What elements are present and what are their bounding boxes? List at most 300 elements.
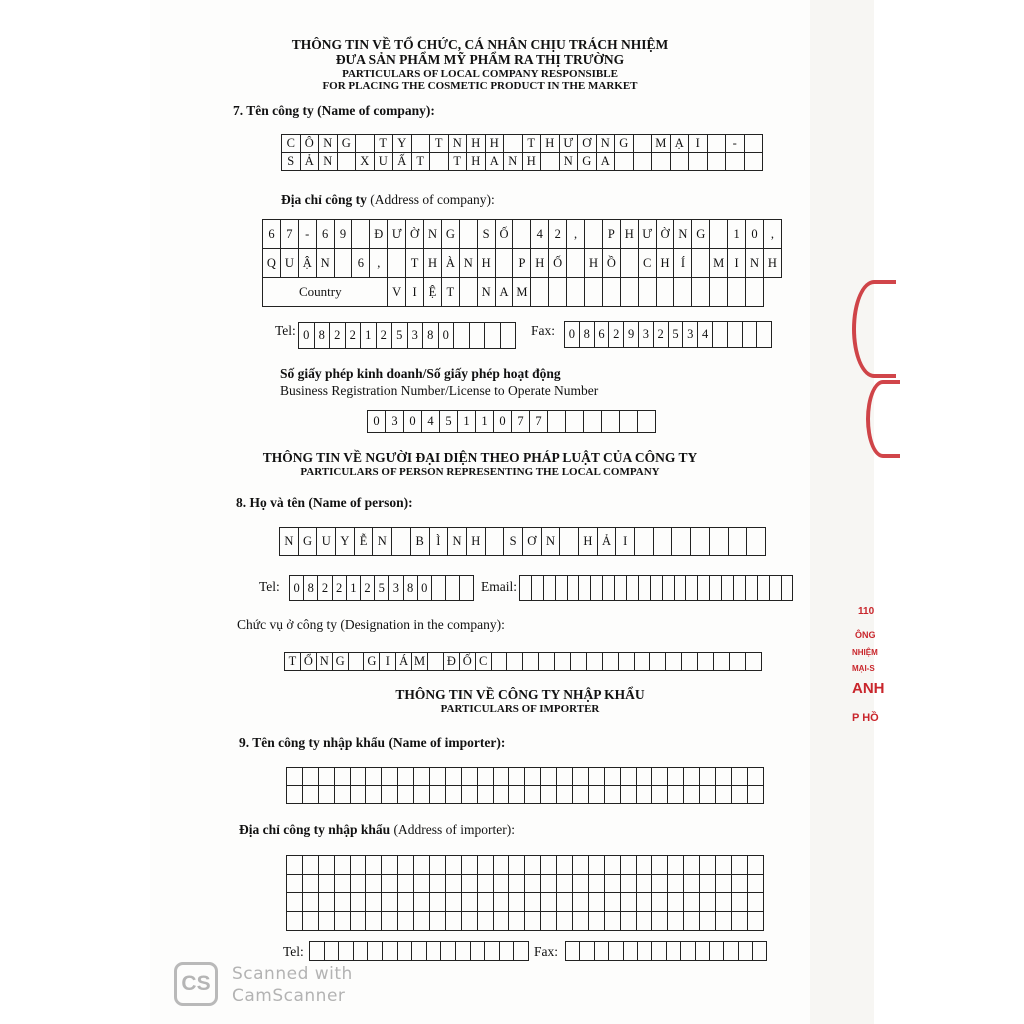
grid-cell[interactable]: T xyxy=(442,278,460,307)
grid-cell[interactable] xyxy=(398,768,414,786)
grid-cell[interactable]: 0 xyxy=(746,220,764,249)
grid-cell[interactable] xyxy=(430,786,446,804)
grid-cell[interactable]: A xyxy=(486,153,505,171)
grid-cell[interactable] xyxy=(589,768,605,786)
grid-cell[interactable] xyxy=(446,786,462,804)
grid-cell[interactable] xyxy=(654,528,673,556)
grid-cell[interactable]: 5 xyxy=(375,576,389,601)
grid-cell[interactable] xyxy=(303,786,319,804)
grid-cell[interactable] xyxy=(388,249,406,278)
grid-cell[interactable] xyxy=(287,893,303,912)
grid-cell[interactable] xyxy=(758,576,770,601)
grid-cell[interactable] xyxy=(398,912,414,931)
grid-cell[interactable]: S xyxy=(282,153,301,171)
grid-cell[interactable]: 3 xyxy=(408,323,424,349)
grid-cell[interactable] xyxy=(509,768,525,786)
grid-cell[interactable] xyxy=(689,153,708,171)
grid-cell[interactable]: Ư xyxy=(388,220,406,249)
grid-cell[interactable] xyxy=(430,893,446,912)
grid-cell[interactable] xyxy=(303,856,319,875)
grid-cell[interactable] xyxy=(509,856,525,875)
grid-cell[interactable] xyxy=(319,875,335,894)
grid-cell[interactable] xyxy=(441,942,456,961)
grid-cell[interactable]: 8 xyxy=(315,323,331,349)
grid-cell[interactable]: 8 xyxy=(304,576,318,601)
grid-cell[interactable] xyxy=(716,893,732,912)
grid-cell[interactable]: H xyxy=(467,135,486,153)
grid-cell[interactable]: A xyxy=(597,153,616,171)
grid-cell[interactable]: À xyxy=(442,249,460,278)
grid-cell[interactable] xyxy=(513,220,531,249)
grid-cell[interactable]: Ơ xyxy=(523,528,542,556)
grid-cell[interactable] xyxy=(351,786,367,804)
grid-cell[interactable] xyxy=(748,768,764,786)
grid-cell[interactable] xyxy=(710,576,722,601)
grid-cell[interactable] xyxy=(414,786,430,804)
company-address-grid[interactable] xyxy=(262,219,782,307)
grid-cell[interactable] xyxy=(591,576,603,601)
grid-cell[interactable] xyxy=(354,942,369,961)
grid-cell[interactable] xyxy=(428,653,444,671)
grid-cell[interactable] xyxy=(729,528,748,556)
grid-cell[interactable] xyxy=(319,856,335,875)
grid-cell[interactable] xyxy=(748,893,764,912)
grid-cell[interactable]: 0 xyxy=(565,322,580,348)
grid-cell[interactable]: Ấ xyxy=(393,153,412,171)
grid-cell[interactable] xyxy=(557,875,573,894)
grid-cell[interactable] xyxy=(668,768,684,786)
grid-cell[interactable] xyxy=(310,942,325,961)
grid-cell[interactable]: T xyxy=(449,153,468,171)
grid-cell[interactable] xyxy=(544,576,556,601)
grid-cell[interactable]: , xyxy=(370,249,388,278)
grid-cell[interactable] xyxy=(478,786,494,804)
grid-cell[interactable] xyxy=(351,856,367,875)
grid-cell[interactable] xyxy=(747,528,766,556)
grid-cell[interactable]: Y xyxy=(393,135,412,153)
grid-cell[interactable]: 7 xyxy=(512,411,530,433)
grid-cell[interactable] xyxy=(567,249,585,278)
grid-cell[interactable] xyxy=(462,768,478,786)
grid-cell[interactable] xyxy=(652,912,668,931)
grid-cell[interactable] xyxy=(382,768,398,786)
grid-cell[interactable] xyxy=(635,653,651,671)
grid-cell[interactable] xyxy=(674,278,692,307)
grid-cell[interactable]: C xyxy=(639,249,657,278)
grid-cell[interactable] xyxy=(671,153,690,171)
grid-cell[interactable]: 9 xyxy=(335,220,353,249)
grid-cell[interactable]: 3 xyxy=(683,322,698,348)
grid-cell[interactable] xyxy=(605,875,621,894)
grid-cell[interactable] xyxy=(634,135,653,153)
grid-cell[interactable]: 2 xyxy=(654,322,669,348)
grid-cell[interactable] xyxy=(432,576,446,601)
grid-cell[interactable]: 5 xyxy=(392,323,408,349)
grid-cell[interactable] xyxy=(753,942,767,961)
grid-cell[interactable]: G xyxy=(615,135,634,153)
grid-cell[interactable]: T xyxy=(430,135,449,153)
grid-cell[interactable] xyxy=(462,893,478,912)
grid-cell[interactable] xyxy=(525,768,541,786)
grid-cell[interactable] xyxy=(713,322,728,348)
grid-cell[interactable]: P xyxy=(513,249,531,278)
grid-cell[interactable] xyxy=(557,768,573,786)
grid-cell[interactable] xyxy=(698,576,710,601)
grid-cell[interactable]: N xyxy=(746,249,764,278)
grid-cell[interactable]: V xyxy=(388,278,406,307)
grid-cell[interactable] xyxy=(471,942,486,961)
grid-cell[interactable]: 1 xyxy=(728,220,746,249)
grid-cell[interactable]: N xyxy=(460,249,478,278)
grid-cell[interactable]: G xyxy=(364,653,380,671)
grid-cell[interactable] xyxy=(728,278,746,307)
grid-cell[interactable]: B xyxy=(411,528,430,556)
grid-cell[interactable] xyxy=(668,912,684,931)
grid-cell[interactable] xyxy=(602,411,620,433)
grid-cell[interactable] xyxy=(525,786,541,804)
grid-cell[interactable]: U xyxy=(317,528,336,556)
grid-cell[interactable] xyxy=(486,528,505,556)
grid-cell[interactable] xyxy=(605,893,621,912)
grid-cell[interactable]: U xyxy=(375,153,394,171)
grid-cell[interactable]: H xyxy=(478,249,496,278)
grid-cell[interactable] xyxy=(478,768,494,786)
grid-cell[interactable] xyxy=(710,220,728,249)
grid-cell[interactable] xyxy=(525,856,541,875)
grid-cell[interactable]: M xyxy=(710,249,728,278)
grid-cell[interactable]: 8 xyxy=(404,576,418,601)
grid-cell[interactable]: T xyxy=(412,153,431,171)
grid-cell[interactable] xyxy=(303,912,319,931)
grid-cell[interactable] xyxy=(668,856,684,875)
grid-cell[interactable] xyxy=(531,278,549,307)
grid-cell[interactable] xyxy=(710,528,729,556)
grid-cell[interactable] xyxy=(627,576,639,601)
grid-cell[interactable] xyxy=(556,576,568,601)
grid-cell[interactable]: I xyxy=(689,135,708,153)
grid-cell[interactable]: Ố xyxy=(549,249,567,278)
grid-cell[interactable] xyxy=(621,875,637,894)
grid-cell[interactable] xyxy=(319,912,335,931)
grid-cell[interactable] xyxy=(325,942,340,961)
grid-cell[interactable] xyxy=(541,856,557,875)
grid-cell[interactable] xyxy=(668,875,684,894)
grid-cell[interactable] xyxy=(335,249,353,278)
grid-cell[interactable] xyxy=(338,153,357,171)
grid-cell[interactable] xyxy=(398,856,414,875)
grid-cell[interactable] xyxy=(684,912,700,931)
grid-cell[interactable] xyxy=(541,786,557,804)
grid-cell[interactable] xyxy=(446,912,462,931)
grid-cell[interactable] xyxy=(605,768,621,786)
grid-cell[interactable] xyxy=(398,942,413,961)
grid-cell[interactable] xyxy=(382,912,398,931)
grid-cell[interactable] xyxy=(414,893,430,912)
grid-cell[interactable] xyxy=(615,153,634,171)
grid-cell[interactable] xyxy=(496,249,514,278)
grid-cell[interactable] xyxy=(684,893,700,912)
grid-cell[interactable] xyxy=(456,942,471,961)
grid-cell[interactable] xyxy=(430,912,446,931)
grid-cell[interactable] xyxy=(566,942,580,961)
grid-cell[interactable]: Ả xyxy=(301,153,320,171)
grid-cell[interactable]: H xyxy=(657,249,675,278)
grid-cell[interactable] xyxy=(700,893,716,912)
grid-cell[interactable] xyxy=(743,322,758,348)
grid-cell[interactable] xyxy=(557,856,573,875)
grid-cell[interactable] xyxy=(366,856,382,875)
grid-cell[interactable]: H xyxy=(467,528,486,556)
grid-cell[interactable] xyxy=(700,912,716,931)
grid-cell[interactable] xyxy=(287,875,303,894)
grid-cell[interactable]: 0 xyxy=(299,323,315,349)
grid-cell[interactable] xyxy=(335,912,351,931)
person-email-grid[interactable] xyxy=(519,575,793,601)
grid-cell[interactable] xyxy=(672,528,691,556)
grid-cell[interactable] xyxy=(708,135,727,153)
grid-cell[interactable]: G xyxy=(333,653,349,671)
grid-cell[interactable] xyxy=(585,278,603,307)
grid-cell[interactable]: N xyxy=(674,220,692,249)
grid-cell[interactable] xyxy=(335,856,351,875)
grid-cell[interactable]: P xyxy=(603,220,621,249)
grid-cell[interactable] xyxy=(383,942,398,961)
grid-cell[interactable] xyxy=(454,323,470,349)
grid-cell[interactable] xyxy=(746,278,764,307)
grid-cell[interactable]: H xyxy=(579,528,598,556)
grid-cell[interactable] xyxy=(637,786,653,804)
grid-cell[interactable] xyxy=(657,278,675,307)
grid-cell[interactable]: H xyxy=(531,249,549,278)
grid-cell[interactable]: C xyxy=(282,135,301,153)
grid-cell[interactable] xyxy=(684,856,700,875)
grid-cell[interactable] xyxy=(446,875,462,894)
grid-cell[interactable]: N xyxy=(448,528,467,556)
grid-cell[interactable]: G xyxy=(442,220,460,249)
grid-cell[interactable]: 8 xyxy=(580,322,595,348)
grid-cell[interactable] xyxy=(507,653,523,671)
grid-cell[interactable] xyxy=(603,576,615,601)
grid-cell[interactable] xyxy=(728,322,743,348)
person-tel-grid[interactable] xyxy=(289,575,474,601)
grid-cell[interactable] xyxy=(494,768,510,786)
grid-cell[interactable] xyxy=(757,322,772,348)
grid-cell[interactable] xyxy=(684,786,700,804)
grid-cell[interactable] xyxy=(739,942,753,961)
grid-cell[interactable] xyxy=(462,786,478,804)
grid-cell[interactable]: Ả xyxy=(598,528,617,556)
grid-cell[interactable] xyxy=(734,576,746,601)
grid-cell[interactable] xyxy=(478,875,494,894)
grid-cell[interactable]: H xyxy=(424,249,442,278)
grid-cell[interactable]: N xyxy=(449,135,468,153)
grid-cell[interactable] xyxy=(732,875,748,894)
grid-cell[interactable]: 4 xyxy=(698,322,713,348)
grid-cell[interactable]: H xyxy=(541,135,560,153)
grid-cell[interactable]: 3 xyxy=(389,576,403,601)
grid-cell[interactable] xyxy=(541,153,560,171)
grid-cell[interactable] xyxy=(339,942,354,961)
grid-cell[interactable]: G xyxy=(338,135,357,153)
grid-cell[interactable]: 1 xyxy=(458,411,476,433)
grid-cell[interactable] xyxy=(585,220,603,249)
grid-cell[interactable] xyxy=(414,856,430,875)
grid-cell[interactable] xyxy=(430,768,446,786)
grid-cell[interactable]: 0 xyxy=(439,323,455,349)
grid-cell[interactable] xyxy=(748,912,764,931)
grid-cell[interactable] xyxy=(430,153,449,171)
grid-cell[interactable]: 8 xyxy=(423,323,439,349)
grid-cell[interactable] xyxy=(523,653,539,671)
grid-cell[interactable] xyxy=(573,893,589,912)
grid-cell[interactable] xyxy=(652,786,668,804)
grid-cell[interactable] xyxy=(620,411,638,433)
grid-cell[interactable] xyxy=(666,653,682,671)
grid-cell[interactable] xyxy=(732,768,748,786)
grid-cell[interactable] xyxy=(382,856,398,875)
grid-cell[interactable] xyxy=(681,942,695,961)
grid-cell[interactable] xyxy=(460,576,474,601)
grid-cell[interactable] xyxy=(366,912,382,931)
grid-cell[interactable] xyxy=(485,942,500,961)
grid-cell[interactable]: N xyxy=(504,153,523,171)
grid-cell[interactable] xyxy=(748,875,764,894)
grid-cell[interactable] xyxy=(303,768,319,786)
grid-cell[interactable]: 6 xyxy=(317,220,335,249)
grid-cell[interactable] xyxy=(684,875,700,894)
grid-cell[interactable] xyxy=(573,768,589,786)
grid-cell[interactable] xyxy=(462,912,478,931)
grid-cell[interactable] xyxy=(494,893,510,912)
grid-cell[interactable] xyxy=(589,786,605,804)
grid-cell[interactable]: T xyxy=(375,135,394,153)
grid-cell[interactable]: Ư xyxy=(639,220,657,249)
grid-cell[interactable]: 6 xyxy=(352,249,370,278)
grid-cell[interactable] xyxy=(351,768,367,786)
grid-cell[interactable] xyxy=(398,893,414,912)
grid-cell[interactable] xyxy=(652,768,668,786)
grid-cell[interactable]: 0 xyxy=(290,576,304,601)
grid-cell[interactable] xyxy=(637,856,653,875)
grid-cell[interactable]: 7 xyxy=(281,220,299,249)
grid-cell[interactable] xyxy=(732,912,748,931)
grid-cell[interactable] xyxy=(621,912,637,931)
grid-cell[interactable] xyxy=(589,875,605,894)
grid-cell[interactable]: H xyxy=(467,153,486,171)
grid-cell[interactable]: N xyxy=(424,220,442,249)
grid-cell[interactable] xyxy=(638,942,652,961)
grid-cell[interactable]: 2 xyxy=(333,576,347,601)
grid-cell[interactable]: G xyxy=(578,153,597,171)
grid-cell[interactable]: M xyxy=(412,653,428,671)
grid-cell[interactable]: I xyxy=(380,653,396,671)
grid-cell[interactable] xyxy=(635,528,654,556)
grid-cell[interactable]: H xyxy=(764,249,782,278)
grid-cell[interactable]: 6 xyxy=(263,220,281,249)
grid-cell[interactable] xyxy=(716,912,732,931)
grid-cell[interactable] xyxy=(366,875,382,894)
grid-cell[interactable] xyxy=(696,942,710,961)
grid-cell[interactable] xyxy=(287,786,303,804)
grid-cell[interactable] xyxy=(303,875,319,894)
grid-cell[interactable] xyxy=(366,768,382,786)
grid-cell[interactable] xyxy=(351,893,367,912)
grid-cell[interactable] xyxy=(520,576,532,601)
grid-cell[interactable] xyxy=(462,875,478,894)
grid-cell[interactable] xyxy=(621,768,637,786)
grid-cell[interactable] xyxy=(568,576,580,601)
grid-cell[interactable] xyxy=(500,942,515,961)
license-number-grid[interactable] xyxy=(367,410,656,433)
grid-cell[interactable]: Ồ xyxy=(603,249,621,278)
grid-cell[interactable] xyxy=(382,875,398,894)
grid-cell[interactable]: 4 xyxy=(531,220,549,249)
grid-cell[interactable] xyxy=(603,278,621,307)
grid-cell[interactable] xyxy=(746,576,758,601)
grid-cell[interactable] xyxy=(710,278,728,307)
grid-cell[interactable]: 4 xyxy=(422,411,440,433)
grid-cell[interactable]: 3 xyxy=(386,411,404,433)
grid-cell[interactable] xyxy=(549,278,567,307)
grid-cell[interactable] xyxy=(567,278,585,307)
grid-cell[interactable] xyxy=(639,576,651,601)
grid-cell[interactable] xyxy=(352,220,370,249)
grid-cell[interactable]: - xyxy=(726,135,745,153)
grid-cell[interactable] xyxy=(319,786,335,804)
grid-cell[interactable] xyxy=(675,576,687,601)
grid-cell[interactable] xyxy=(650,653,666,671)
grid-cell[interactable] xyxy=(748,856,764,875)
grid-cell[interactable]: 2 xyxy=(361,576,375,601)
grid-cell[interactable] xyxy=(571,653,587,671)
grid-cell[interactable]: X xyxy=(356,153,375,171)
importer-fax-grid[interactable] xyxy=(565,941,767,961)
grid-cell[interactable]: T xyxy=(523,135,542,153)
grid-cell[interactable] xyxy=(485,323,501,349)
grid-cell[interactable]: - xyxy=(299,220,317,249)
grid-cell[interactable] xyxy=(663,576,675,601)
grid-cell[interactable] xyxy=(430,856,446,875)
grid-cell[interactable]: 1 xyxy=(361,323,377,349)
grid-cell[interactable] xyxy=(580,942,594,961)
grid-cell[interactable] xyxy=(746,653,762,671)
grid-cell[interactable] xyxy=(287,912,303,931)
grid-cell[interactable] xyxy=(637,893,653,912)
grid-cell[interactable] xyxy=(525,875,541,894)
grid-cell[interactable]: I xyxy=(616,528,635,556)
grid-cell[interactable]: Ậ xyxy=(299,249,317,278)
grid-cell[interactable] xyxy=(351,912,367,931)
grid-cell[interactable] xyxy=(541,893,557,912)
grid-cell[interactable] xyxy=(412,135,431,153)
grid-cell[interactable] xyxy=(573,912,589,931)
grid-cell[interactable]: S xyxy=(504,528,523,556)
grid-cell[interactable]: Ờ xyxy=(406,220,424,249)
grid-cell[interactable]: N xyxy=(319,135,338,153)
grid-cell[interactable] xyxy=(634,153,653,171)
grid-cell[interactable]: Y xyxy=(336,528,355,556)
grid-cell[interactable]: H xyxy=(523,153,542,171)
grid-cell[interactable] xyxy=(287,856,303,875)
grid-cell[interactable] xyxy=(651,576,663,601)
importer-address-grid[interactable] xyxy=(286,855,764,931)
grid-cell[interactable]: , xyxy=(567,220,585,249)
grid-cell[interactable] xyxy=(652,893,668,912)
grid-cell[interactable] xyxy=(446,893,462,912)
grid-cell[interactable] xyxy=(494,856,510,875)
grid-cell[interactable]: 1 xyxy=(476,411,494,433)
grid-cell[interactable] xyxy=(605,912,621,931)
